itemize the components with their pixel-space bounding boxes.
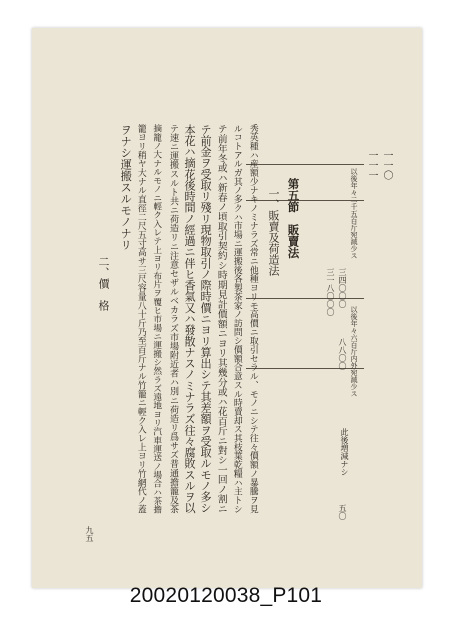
page-number: 九五: [85, 526, 94, 542]
table-row3-label: 此後増減ナシ: [340, 428, 349, 476]
table-row1-value-1: 三四〇〇〇: [338, 268, 347, 308]
body-column-2: ルコトアルガ其ノ多クハ市場ニ運搬後各製茶家ノ訪問シ價額合意スル時賣却ス其枝葉乾糧ハ主トシ: [231, 124, 242, 514]
table-row1-value-2: 三一八〇〇〇: [326, 268, 335, 316]
table-rule-top: [246, 164, 364, 165]
body-column-8: 籠ヨリ稍ヤ大ナル直徑二尺五寸高サ三尺容量八十斤乃至百斤ナル竹籠ニ輕ク入レ上ヨリ竹網代ノ蓋: [135, 124, 146, 514]
table-row1-label: 以後年々二千五百斤宛減少ス: [350, 168, 358, 259]
table-row2-value-1: 八八〇〇: [338, 338, 347, 370]
body-column-7: 摘籠ノ大ナルモノニ輕ク入レテ上ヨリ布片ヲ覆ヒ市場ニ運搬シ然ラズ遠地ヨリ汽車運送ノ場合ハ茶擔: [151, 124, 162, 514]
image-caption: 20020120038_P101: [129, 584, 323, 607]
subsection-heading-1: 一、販賣及荷造法: [267, 188, 280, 276]
body-column-5: 本花ハ摘花後時間ノ經過ニ伴ヒ香氣又ハ發散ナスノミナラズ往々腐敗スルヲ以: [183, 124, 197, 514]
section-title: 第五節 販賣法: [286, 178, 301, 259]
table-rule-mid: [246, 200, 364, 201]
body-column-6: テ速ニ運搬スルト共ニ荷造リニ注意セザルベカラズ市場附近者ハ別ニ荷造リ爲サズ普通擔籠及茶: [168, 124, 179, 514]
table-row3-value: 五〇: [338, 504, 347, 520]
document-page: [32, 28, 422, 588]
stats-table: [244, 164, 366, 298]
body-column-4: テ前金ヲ受取リ殘リ現物取引ノ際時價ニヨリ算出シテ其差額ヲ受取ルモノ多シ: [199, 124, 213, 514]
table-row2-label: 以後年々六百斤内外宛減少ス: [350, 306, 358, 397]
header-number-1: 一一〇: [381, 150, 392, 180]
body-column-9: ヲナシ運搬スルモノナリ: [119, 124, 133, 251]
header-number-2: 一一一: [366, 150, 377, 180]
subsection-heading-2: 二、價 格: [97, 256, 110, 311]
body-column-1: 秀英種ハ産額少ナキノミナラズ常ニ他種ヨリモ高價ニ取引セラル、モノニシテ往々價額ノ暴騰ヲ見: [247, 124, 258, 514]
body-column-3: テ前年冬或ハ新春ノ頃取引契約シ時期見計價額ニヨリ其幾分或ハ花百斤ニ對シ一回ノ割ニ: [215, 124, 227, 514]
